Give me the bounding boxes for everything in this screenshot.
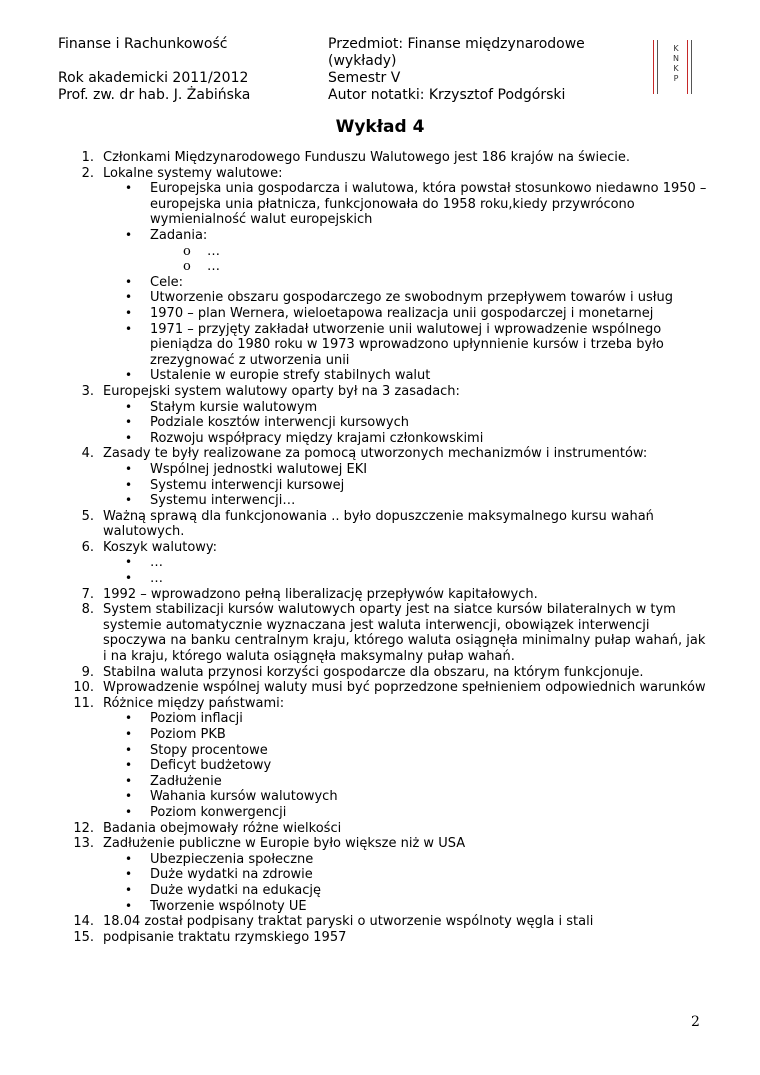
numbered-item	[0, 836, 760, 852]
bullet-marker: •	[125, 742, 133, 757]
bullet-item	[0, 805, 760, 821]
item-text-line: Różnice między państwami:	[103, 695, 285, 711]
item-number: 5.	[81, 508, 94, 524]
header-field: (wykłady)	[328, 53, 397, 69]
logo-letters	[672, 44, 680, 84]
item-text-line: Członkami Międzynarodowego Funduszu Walutowego jest 186 krajów na świecie.	[103, 150, 630, 165]
bullet-item	[0, 290, 760, 306]
item-text-line: Ustalenie w europie strefy stabilnych walut	[150, 368, 431, 384]
header-field: Finanse i Rachunkowość	[58, 36, 228, 52]
logo-line	[657, 40, 658, 94]
item-text-line: Poziom inflacji	[150, 711, 243, 727]
item-text-line: Poziom konwergencji	[150, 804, 287, 820]
numbered-item	[0, 540, 760, 556]
bullet-marker: •	[125, 415, 133, 430]
item-text-line: Wspólnej jednostki walutowej EKI	[150, 461, 368, 477]
numbered-item	[0, 680, 760, 696]
bullet-item	[0, 306, 760, 322]
bullet-item	[0, 555, 760, 571]
item-text-line: Deficyt budżetowy	[150, 758, 272, 774]
bullet-marker: •	[125, 867, 133, 882]
item-text-line: Koszyk walutowy:	[103, 539, 218, 555]
header-field: Autor notatki: Krzysztof Podgórski	[328, 87, 566, 103]
bullet-marker: •	[125, 368, 133, 383]
bullet-marker: •	[125, 727, 133, 742]
bullet-item	[0, 493, 760, 509]
bullet-item	[0, 400, 760, 416]
item-text-line: Rozwoju współpracy między krajami członkowskimi	[150, 430, 484, 446]
bullet-item	[0, 462, 760, 478]
lecture-title: Wykład 4	[335, 117, 425, 137]
bullet-marker: •	[125, 851, 133, 866]
item-text-line: Ważną sprawą dla funkcjonowania .. było dopuszczenie maksymalnego kursu wahań	[103, 508, 654, 524]
item-text-line: Stopy procentowe	[150, 742, 268, 758]
item-text-line: europejska unia płatnicza, funkcjonowała do 1958 roku,kiedy przywrócono	[150, 196, 635, 212]
numbered-item	[0, 587, 760, 603]
item-text-line: System stabilizacji kursów walutowych oparty jest na siatce kursów bilateralnych w tym	[103, 602, 676, 618]
item-text-line: Badania obejmowały różne wielkości	[103, 820, 342, 836]
bullet-item	[0, 181, 760, 228]
bullet-marker: •	[125, 804, 133, 819]
bullet-marker: •	[125, 882, 133, 897]
header-left	[58, 36, 250, 104]
bullet-item	[0, 774, 760, 790]
numbered-item	[0, 914, 760, 930]
bullet-marker: •	[125, 181, 133, 196]
item-text-line: …	[150, 571, 163, 587]
bullet-marker: •	[125, 305, 133, 320]
sub-bullet-item	[0, 244, 760, 260]
lecture-notes-list	[0, 150, 760, 945]
numbered-item	[0, 696, 760, 712]
item-text-line: Tworzenie wspólnoty UE	[150, 898, 307, 914]
bullet-marker: •	[125, 711, 133, 726]
item-number: 6.	[81, 539, 94, 555]
bullet-item	[0, 415, 760, 431]
bullet-item	[0, 228, 760, 244]
header-field: Przedmiot: Finanse międzynarodowe	[328, 36, 585, 52]
item-text-line: podpisanie traktatu rzymskiego 1957	[103, 929, 347, 945]
bullet-item	[0, 867, 760, 883]
bullet-marker: •	[125, 274, 133, 289]
bullet-marker: •	[125, 321, 133, 336]
logo-line	[691, 40, 692, 94]
item-text-line: Systemu interwencji…	[150, 493, 296, 509]
logo-letter: N	[673, 54, 679, 63]
bullet-item	[0, 789, 760, 805]
item-number: 13.	[73, 836, 94, 852]
bullet-item	[0, 758, 760, 774]
numbered-item	[0, 150, 760, 166]
item-text-line: Poziom PKB	[150, 727, 226, 743]
item-text-line: i na kraju, którego waluta osiągnęła maksymalny pułap wahań.	[103, 649, 515, 665]
bullet-item	[0, 322, 760, 369]
bullet-item	[0, 368, 760, 384]
item-text-line: 18.04 został podpisany traktat paryski o utworzenie wspólnoty węgla i stali	[103, 914, 594, 930]
item-text-line: Zadłużenie	[150, 773, 222, 789]
bullet-marker: •	[125, 430, 133, 445]
header-right	[328, 36, 585, 104]
bullet-item	[0, 711, 760, 727]
numbered-item	[0, 665, 760, 681]
bullet-item	[0, 727, 760, 743]
item-text-line: 1992 – wprowadzono pełną liberalizację przepływów kapitałowych.	[103, 586, 538, 602]
item-text-line: spoczywa na banku centralnym kraju, którego waluta osiągnęła minimalny pułap wahań, jak	[103, 633, 706, 649]
item-number: 8.	[81, 602, 94, 618]
item-text-line: Cele:	[150, 274, 184, 290]
bullet-marker: •	[125, 758, 133, 773]
bullet-marker: •	[125, 898, 133, 913]
numbered-item	[0, 602, 760, 664]
bullet-item	[0, 431, 760, 447]
bullet-marker: o	[183, 259, 191, 275]
item-text-line: Stabilna waluta przynosi korzyści gospodarcze dla obszaru, na którym funkcjonuje.	[103, 664, 644, 680]
item-number: 11.	[73, 695, 94, 711]
page-number: 2	[691, 1014, 700, 1030]
item-text-line: Europejski system walutowy oparty był na 3 zasadach:	[103, 383, 460, 399]
item-text-line: …	[150, 555, 163, 571]
item-number: 14.	[73, 914, 94, 930]
item-number: 2.	[81, 165, 94, 181]
item-text-line: Systemu interwencji kursowej	[150, 477, 345, 493]
item-text-line: 1971 – przyjęty zakładał utworzenie unii walutowej i wprowadzenie wspólnego	[150, 321, 662, 337]
bullet-item	[0, 275, 760, 291]
bullet-item	[0, 883, 760, 899]
bullet-item	[0, 743, 760, 759]
bullet-marker: •	[125, 461, 133, 476]
item-text-line: Duże wydatki na edukację	[150, 882, 321, 898]
header-field: Semestr V	[328, 70, 401, 86]
header-field: Prof. zw. dr hab. J. Żabińska	[58, 87, 251, 103]
numbered-item	[0, 384, 760, 400]
item-text-line: Zadłużenie publiczne w Europie było większe niż w USA	[103, 836, 466, 852]
item-number: 7.	[81, 586, 94, 602]
item-number: 10.	[73, 680, 94, 696]
item-text-line: …	[207, 259, 220, 275]
item-text-line: zrezygnować z utworzenia unii	[150, 352, 350, 368]
item-number: 12.	[73, 820, 94, 836]
item-number: 3.	[81, 383, 94, 399]
numbered-item	[0, 821, 760, 837]
bullet-marker: •	[125, 227, 133, 242]
bullet-item	[0, 899, 760, 915]
numbered-item	[0, 930, 760, 946]
bullet-marker: •	[125, 571, 133, 586]
item-text-line: Lokalne systemy walutowe:	[103, 165, 283, 181]
bullet-marker: •	[125, 399, 133, 414]
bullet-item	[0, 571, 760, 587]
item-text-line: Zasady te były realizowane za pomocą utworzonych mechanizmów i instrumentów:	[103, 446, 648, 462]
bullet-item	[0, 852, 760, 868]
numbered-item	[0, 509, 760, 540]
item-text-line: Podziale kosztów interwencji kursowych	[150, 415, 409, 431]
item-text-line: wymienialność walut europejskich	[150, 212, 373, 228]
item-text-line: Europejska unia gospodarcza i walutowa, która powstał stosunkowo niedawno 1950 –	[150, 181, 707, 197]
logo-letter: P	[673, 74, 679, 83]
logo-letter: K	[673, 64, 679, 73]
item-text-line: 1970 – plan Wernera, wieloetapowa realizacja unii gospodarczej i monetarnej	[150, 305, 654, 321]
item-number: 9.	[81, 664, 94, 680]
item-text-line: Zadania:	[150, 227, 208, 243]
bullet-marker: •	[125, 773, 133, 788]
logo-line	[653, 40, 654, 94]
logo-line	[687, 40, 688, 94]
bullet-marker: •	[125, 493, 133, 508]
item-text-line: systemie automatycznie wyznaczana jest waluta interwencji, obowiązek interwencji	[103, 617, 650, 633]
bullet-marker: •	[125, 789, 133, 804]
bullet-marker: •	[125, 555, 133, 570]
item-text-line: pieniądza do 1980 roku w 1973 wprowadzono upłynnienie kursów i trzeba było	[150, 337, 664, 353]
numbered-item	[0, 166, 760, 182]
item-text-line: Utworzenie obszaru gospodarczego ze swobodnym przepływem towarów i usług	[150, 290, 673, 306]
item-text-line: Wprowadzenie wspólnej waluty musi być poprzedzone spełnieniem odpowiednich warunków	[103, 680, 706, 696]
bullet-marker: •	[125, 477, 133, 492]
item-text-line: Duże wydatki na zdrowie	[150, 867, 313, 883]
item-number: 4.	[81, 446, 94, 462]
item-number: 1.	[81, 150, 94, 165]
item-text-line: …	[207, 243, 220, 259]
item-text-line: walutowych.	[103, 524, 185, 540]
bullet-item	[0, 478, 760, 494]
logo-letter: K	[673, 44, 679, 53]
sub-bullet-item	[0, 259, 760, 275]
item-number: 15.	[73, 929, 94, 945]
numbered-item	[0, 446, 760, 462]
header-field	[58, 53, 250, 70]
bullet-marker: o	[183, 243, 191, 259]
item-text-line: Wahania kursów walutowych	[150, 789, 338, 805]
bullet-marker: •	[125, 290, 133, 305]
item-text-line: Stałym kursie walutowym	[150, 399, 318, 415]
item-text-line: Ubezpieczenia społeczne	[150, 851, 314, 867]
header-field: Rok akademicki 2011/2012	[58, 70, 249, 86]
